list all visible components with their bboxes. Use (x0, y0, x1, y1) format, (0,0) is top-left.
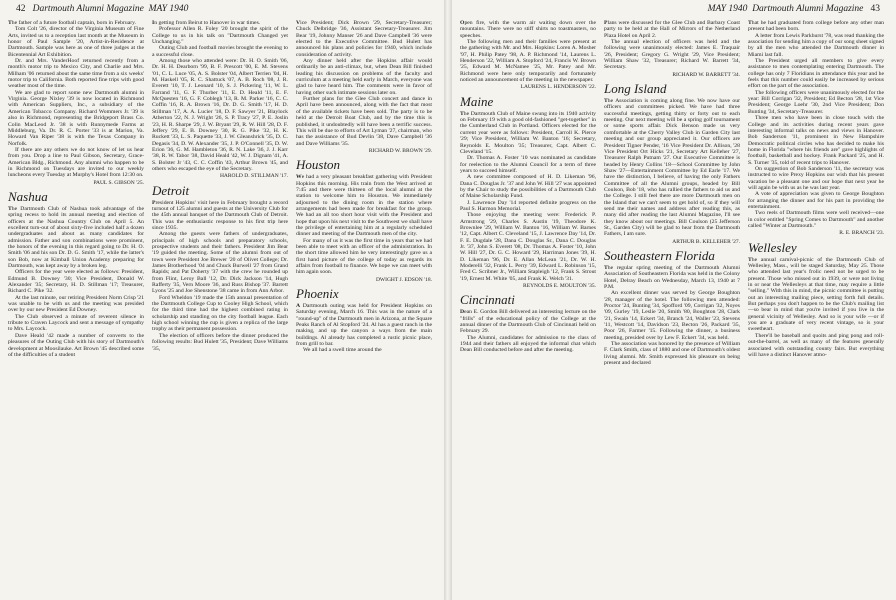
paragraph: President Hopkins' visit here in February brought a record turnout of 125 alumni and guests at the University Club for the 45th annual banquet of the Dartmouth Club of Detroit. This was the enthusiastic response to his first trip here since 1935. (152, 199, 288, 231)
left-running-title: Dartmouth Alumni Magazine (32, 4, 144, 14)
left-running-head (16, 4, 188, 18)
signature: HAROLD D. STILLMAN '17. (219, 173, 288, 180)
paragraph: On suggestion of Bob Sanderson '11, the secretary was instructed to wire Prexy Hopkins our wish that his present vacation be a pleasant one and our hope that next year he will again be with us as he was last year. (748, 165, 884, 191)
paragraph: The Dartmouth Club of Nashua took advantage of the spring recess to hold its annual meeting and election of officers at the Nashua Country Club on April 5. An excellent turn-out of about sixty-five included half a dozen undergraduates and about as many candidates for admission. Father and son combinations were prominent, the honors of the evening in this regard going to Dr. H. O. Smith '06 and his son Dr. D. G. Smith '17, while the latter's son Bob, now at Kimball Union Academy preparing for Dartmouth, was kept away by a broken leg. (8, 205, 144, 270)
paragraph: In getting from Beirut to Hanover in war times. (152, 20, 261, 26)
left-column-2 (152, 20, 288, 598)
paragraph: Dr. and Mrs. VanderHoof returned recently from a month's motor trip to Mexico City, and Charlie and Mrs. Milham '06 returned about the same time from a six weeks' motor trip to California. Both reported fine trips with good weather most of the time. (8, 58, 144, 90)
left-column-3 (296, 20, 432, 598)
paragraph: Among those who attended were: Dr. H. O. Smith '06, Dr. H. H. Dearborn '99, B. F. Prescott '00, E. M. Stevens '01, C. L. Luce '05, A. S. Bolster '04, Albert Terrien '04, H. M. Haskell '05, R. C. Shattuck '07, A. B. Roch '08, J. R. Everett '10, T. J. Leonard '10, S. J. Pickering '11, W. L. Farrand '11, G. F. Thurber '11, E. D. Heald '11, E. F. McQuesten '16, G. F. Coblegh '13, R. M. Parker '16, C. C. Coffin '16, R. A. Brown '16, Dr. D. G. Smith '17, H. D. Stillman '17, A. A. Lucier '18, D. F. Sawyer '21, Blaylock Atherton '22, N. J. Wright '26, S. P. Tracy '27, P. E. Joslin '23, H. R. Sharpe '29, J. W. Bryant '29, R. W. Hill '28, D. F. Jeffery '29, E. B. Downey '30, R. G. Pike '32, H. K. Ruckett '33, L. S. Paquette '33, J. W. Gleanshrick '35, D. C. Degasis '34, D. W. Alexander '35, J. P. O'Connell '35, D. W. Erion '36, G. M. Hambleton '36, R. N. Lake '36, J. J. Karr '38, R. W. Tabor '38, David Heald '42, W. J. Dignam '41, A. S. Bolster Jr '43, C. C. Coffin '43, Arthur Brown '45, and others who escaped the eye of the Secretary. (152, 58, 288, 172)
signature: LAURENS L. HENDERSON '22. (520, 84, 596, 91)
left-page-number: 42 (16, 4, 26, 14)
paragraph: The following men and their families were present at the gathering with Mr. and Mrs. Hopkins: Loren A. Mosher '97, H. Philip Patey '98, A. P. Richmond '14, Laurens L. Henderson '22, William A. Stopford '24, Francis W. Brown '25, Edward M. McNamee '25, Mr. Patey and Mr. Richmond were here only temporarily and fortunately noticed an announcement of the meeting in the newspaper. (460, 39, 596, 84)
paragraph: We all had a swell time around the (303, 347, 382, 354)
paragraph: Two reels of Dartmouth films were well received—one in color entitled "Spring Comes to Dartmouth" and another called "Winter at Dartmouth." (748, 210, 884, 229)
paragraph: Any dinner held after the Hopkins affair would ordinarily be an anti-climax, but, when Dean Bill finished leading his discussion on problems of the faculty and curriculum at a meeting held early in March, everyone was glad to have heard him. The comments were in favor of having other such intimate sessions later on. (296, 58, 432, 96)
paragraph: The Club observed a minute of reverent silence in tribute to Craven Laycock and sent a message of sympathy to Mrs. Laycock. (8, 313, 144, 333)
paragraph: A Dartmouth outing was held for President Hopkins on Saturday evening, March 16. This was in the nature of a "round-up" of the Dartmouth men in Arizona, at the Square Peaks Ranch of Al Stopford '24. Al has a guest ranch in the making, and up the canyon a ways from the main buildings. Al already has completed a rustic picnic place, from grill to bar. (296, 303, 432, 348)
left-running-month: MAY 1940 (148, 4, 189, 14)
paragraph: Dave Heald '42 made a number of converts to the pleasures of the Outing Club with his story of Dartmouth's development at Moosilauke. Art Brown '45 described some of the difficulties of a student (8, 332, 144, 358)
signature: REYNOLDS E. MOULTON '35. (523, 283, 596, 290)
paragraph: If there are any others we do not know of let us hear from you. Drop a line to Paul Gibson, Secretary, Grace-American Bldg., Richmond. Any alumni who happen to be in Richmond on Tuesdays are invited to our weekly luncheons every Tuesday at Murphy's Hotel from 12:30 on. (8, 146, 144, 179)
paragraph: For many of us it was the first time in years that we had been able to meet with an officer of the administration. In the short time allowed him he very interestingly gave us a first hand picture of the college of today as regards its affairs from football to finance. We hope we can meet with him again soon. (296, 237, 432, 276)
paragraph: Tom Colt '26, director of the Virginia Museum of Fine Arts, invited us to a reception last month at the Museum in honor of Paul Sample '20, Artist-in-Residence at Dartmouth. Sample was here as one of three judges at the Bicentennial Art Exhibition. (8, 26, 144, 58)
paragraph: Vice President; Dick Brown '29, Secretary-Treasurer; Chuck Delbridge '36, Assistant Secretary-Treasurer. Jim Bear '19, Johnny Manser '26 and Dave Campbell '36 were elected to the Executive Committee. Bud Hulett has announced his plans and policies for 1940, which include consideration of activity. (296, 20, 432, 58)
section-heading-phoenix: Phoenix (296, 286, 339, 302)
paragraph: The annual election of officers was held and the following were unanimously elected: James E. Traquair '26, President; Gregory G. Wright '29, Vice President; William Shaw '32, Treasurer; Richard W. Barrett '34, Secretary. (604, 39, 740, 71)
right-running-month: MAY 1940 (707, 4, 748, 14)
paragraph: Plans were discussed for the Glee Club and Barbary Coast party to be held at the Hall of Mirrors of the Netherland Plaza Hotel on April 2. (604, 20, 740, 39)
paragraph: There'll be baseball and quoits and ping pong and roll-out-the-barrel, as well as many of the features generally associated with outstanding county fairs. But everything will have a distinct Hanover atmo- (748, 332, 884, 358)
paragraph: We are glad to report some new Dartmouth alumni in Virginia. George Nixley '39 is now located in Richmond with American Suppliers, Inc., a subsidiary of the American Tobacco Company. Richard Wommers Jr. '39 is also in Richmond, representing the Bridgeport Brass Co. Colin MacLeod Jr. '38 is with Runnymede Farms at Middleburg, Va. Dr. R. C. Porter '33 is at Marion, Va. Howard Van Riper '38 is with the Texas Company in Norfolk. (8, 89, 144, 147)
section-heading-detroit: Detroit (152, 182, 190, 198)
section-heading-nashua: Nashua (8, 188, 48, 204)
right-running-head (708, 4, 880, 18)
paragraph: The election of officers before the dinner produced the following results: Bud Hulett '35, President; Dave Williams '35, (152, 332, 288, 352)
section-heading-southeastern-florida: Southeastern Florida (604, 248, 715, 263)
right-column-1 (460, 20, 596, 598)
signature: PAUL S. GIBSON '25. (93, 179, 144, 186)
paragraph: Outing Club and football movies brought the evening to a successful close. (152, 45, 288, 58)
paragraph: Ford Wheldon '19 made the 15th annual presentation of the Dartmouth College Cup to Cooley High School, which for the third time had the highest combined rating in scholarship and standing on the city football league. Each high school winning the cup is given a replica of the large trophy as their permanent possession. (152, 294, 288, 333)
left-page (0, 0, 444, 600)
paragraph: An excellent dinner was served by George Boughton '28, manager of the hotel. The following men attended: Proctor '24, Bunting '34, Spofford '09, Corrigan '32, Noyes '09, Gurley '19, Leslie '20, Smith '80, Boughton '28, Clark '21, Swain '14, Eckert '34, Branch '24, Waller '23, Stevens '11, Westcott '14, Davidson '23, Becton '26, Packard '35, Poor '26, Farmer '15. Following the dinner, a business meeting, presided over by Lew F. Eckert '34, was held. (604, 290, 740, 341)
right-column-3 (748, 20, 884, 598)
signature: ARTHUR B. KELLEHER '27. (672, 238, 740, 245)
signature: RICHARD W. BARRETT '34. (672, 71, 740, 78)
paragraph: The father of a future football captain, born in February. (8, 20, 137, 26)
right-column-2 (604, 20, 740, 598)
right-running-title: Dartmouth Alumni Magazine (752, 4, 864, 14)
paragraph: Open fire, with the warm air waiting down over the mountains. There were no stiff shirts no toastmasters, no speeches. (460, 20, 596, 39)
paragraph: A letter from Lewis Parkhurst '78, was read thanking the association for sending him a copy of our song sheet signed by all the men who attended the Dartmouth dinner in Miami last fall. (748, 32, 884, 58)
section-heading-maine: Maine (460, 93, 494, 109)
paragraph: Officers for the year were elected as follows: President, Edmund B. Downey '30; Vice President, Donald W. Alexander '35; Secretary, H. D. Stillman '17; Treasurer, Richard C. Pike '32. (8, 269, 144, 295)
paragraph: J. Lawrence Day '14 reported definite progress on the Paul S. Harmon Memorial. (460, 199, 596, 212)
paragraph: Among the guests were fathers of undergraduates, principals of high schools and preparatory schools, prospective students and their fathers. President Jim Bear '19 guided the meeting. Some of the alumni from out of town were President Joe Brewer '20 of Olivet College; Dr. James Brotherhood '04 and Chuck Burwell '27 from Grand Rapids; and Pat Doherty '37 with the crew he rounded up from Flint, Leroy Ball '12, Dr. Dick Jackson '14, Hugh Rafferty '35, Vern Moore '36, and Russ Bishop '37. Barrett Lyons '25 and Joe Shenstone '38 came in from Ann Arbor. (152, 231, 288, 295)
right-page-number: 43 (870, 4, 880, 14)
section-heading-long-island: Long Island (604, 81, 667, 97)
paragraph: Those enjoying the meeting were: Frederick P. Armstrong '29, Charles S. Austin '19, Theodore K. Brownlee '29, William W. Banton '16, William W. Barnes '12, Capt. Albert C. Cleveland '15, J. Lawrence Day '14, Dr. F. E. Dugdale '28, Dana C. Douglas Sr., Dana C. Douglas Jr. '37, John S. Everett '08, Dr. Thomas A. Foster '10, John W. Hill '27, Dr. G. C. Howard '29, Harriman Jones '39, H. D. Likeman '96, Dr. E. Allan McLean '21, Dr. W. H. Moderelli '32, Frank L. Perry '39, Edward L. Robinson '15, Fred C. Scribner Jr., William Stapleigh '12, Frank S. Strout '19, Ernest M. White '05, and Frank K. Welch '31. (460, 212, 596, 282)
paragraph: Dean E. Gordon Bill delivered an interesting lecture on the "frills" of the educational policy of the College at the annual dinner of the Dartmouth Club of Cincinnati held on February 29. (460, 309, 596, 335)
section-heading-cincinnati: Cincinnati (460, 292, 515, 308)
page-gutter (444, 0, 452, 600)
paragraph: The President urged all members to give every assistance to men contemplating entering Dartmouth. The college has only 7 Floridians in attendance this year and he feels that this number could easily be increased by serious effort on the part of the association. (748, 58, 884, 90)
paragraph: The regular spring meeting of the Dartmouth Alumni Association of Southeastern Florida was held in the Colony Hotel, Delray Beach on Wednesday, March 13, 1940 at 7 P.M. (604, 265, 740, 291)
signature: RICHARD W. BROWN '29. (368, 147, 432, 154)
paragraph: A vote of appreciation was given to George Boughton for arranging the dinner and for his part in providing the entertainment. (748, 191, 884, 210)
paragraph: We had a very pleasant breakfast gathering with President Hopkins this morning. His train from the West arrived at 7:45 and there were thirteen of the local alumni at the station to welcome him to Houston. We immediately adjourned to the dining room in the station where arrangements had been made for breakfast for the group. We had an all too short hour visit with the President and hope that upon his next visit to the Southwest we shall have the privilege of entertaining him at a regularly scheduled dinner and meeting of the Dartmouth men of the city. (296, 174, 432, 238)
paragraph: Professor Allen R. Foley '20 brought the spirit of the College to us in his talk on "Dartmouth Changed yet Unchanging." (152, 26, 288, 46)
section-heading-houston: Houston (296, 157, 341, 173)
section-heading-wellesley: Wellesley (748, 239, 797, 255)
signature: DWIGHT J. EDSON '18. (375, 276, 432, 283)
paragraph: The annual carnival-picnic of the Dartmouth Club of Wellesley, Mass., will be staged Saturday, May 25. Those who attended last year's frolic need not be urged to be present. Those who missed out in 1939, or were not living in or near the Wellesleys at that time, may require a little "selling." With this in mind, the picnic committee is putting out an interesting mailing piece, setting forth full details. But perhaps you don't happen to be the Club's mailing list—so bear in mind that you're invited if you live in the general vicinity of Wellesley. And so is your wife —or if you are a graduate of very recent vintage, so is your sweetheart. (748, 256, 884, 333)
paragraph: Three men who have been in close touch with the College and its activities during recent years gave interesting informal talks on news and views in Hanover. Bob Sanderson '11, prominent in New Hampshire Democratic political circles who has decided to make his home in Florida "where his friends are" gave highlights of football, basketball and hockey. Frank Packard '25, and H. S. Turner '35, told of recent trips to Hanover. (748, 115, 884, 166)
paragraph: The Association is coming along fine. We now have our officers and committees picked. We have had three successful meetings, getting thirty or forty out to each meeting. Our next meeting will be a spring golf tournament or some sports affair. Dick Benson made us very comfortable at the Cherry Valley Club in Garden City last meeting and our group appreciated it. Our officers are President Tigner Pender, '16 Vice President Dr. Allison, '28 Vice President Ort Hicks '21, Secretary Art Kelleher '27, Treasurer Ralph Putnam '27. Our Executive Committee is headed by Henry Collins '18—School Committee by John Shaw '27—Entertainment Committee by Ed Earle '17. We have the distinction, I believe, of having the only Fathers Committee of all the Alumni groups, headed by Bill Coulson, Bob '18, who has rallied the fathers to aid us and the College. I still feel there are more Dartmouth men on the Island that we can't seem to get hold of, so if they will send me their names and address after reading this, as many did after reading the last Alumni Magazine, I'll see they know about our meetings. Bill Coulson (25 Jefferson St., Garden City) will be glad to hear from the Dartmouth Fathers, I am sure. (604, 98, 740, 238)
paragraph: That he had graduated from college before any other man present had been born. (748, 20, 884, 33)
paragraph: Dr. Thomas A. Foster '10 was nominated as candidate for reelection to the Alumni Council for a term of three years to succeed himself. (460, 155, 596, 174)
paragraph: The following officers were unanimously elected for the year: Bill Corrigan '32, President; Ed Becton '28, 1st Vice President; George Loehr '30, 2nd Vice President; Don Bunting '34, Secretary-Treasurer. (748, 89, 884, 115)
paragraph: The Dartmouth Club of Maine swung into its 1940 activity on February 19 with a good old-fashioned "get-together" in the Cumberland Club in Portland. Officers elected for the current year were as follows: President, Carroll K. Pierce '29; Vice President, William W. Banton '16; Secretary, Reynolds E. Moulton '35; Treasurer, Capt. Albert C. Cleveland '15. (460, 110, 596, 155)
paragraph: Further plans for the Glee Club concert and dance in April have been announced, along with the fact that most of the available tickets have been sold. The party is to be held at the Detroit Boat Club, and by the time this is published, it undoubtedly will have been a terrific success. This will be due to efforts of Art Lyman '27, chairman, who has the assistance of Bud Devlin '38, Dave Campbell '36 and Dave Williams '35. (296, 96, 432, 147)
left-column-1 (8, 20, 144, 598)
right-page (452, 0, 896, 600)
paragraph: The association was honored by the presence of William F. Clark Smith, class of 1880 and one of Dartmouth's oldest living alumni. Mr. Smith expressed his pleasure on being present and declared (604, 341, 740, 367)
paragraph: At the last minute, our retiring President Norm Crisp '21 was unable to be with us and the meeting was presided over by our new President Ed Downey. (8, 294, 144, 314)
paragraph: A new committee composed of H. D. Likeman '96, Dana C. Douglas Jr. '37 and John W. Hill '27 was appointed by the Chair to study the possibilities of a Dartmouth Club of Maine Scholarship Fund. (460, 174, 596, 200)
signature: R. E. BRANCH '23. (839, 230, 884, 237)
paragraph: The Alumni, candidates for admission to the class of 1944 and their fathers all enjoyed the informal chat which Dean Bill conducted before and after the meeting. (460, 334, 596, 354)
